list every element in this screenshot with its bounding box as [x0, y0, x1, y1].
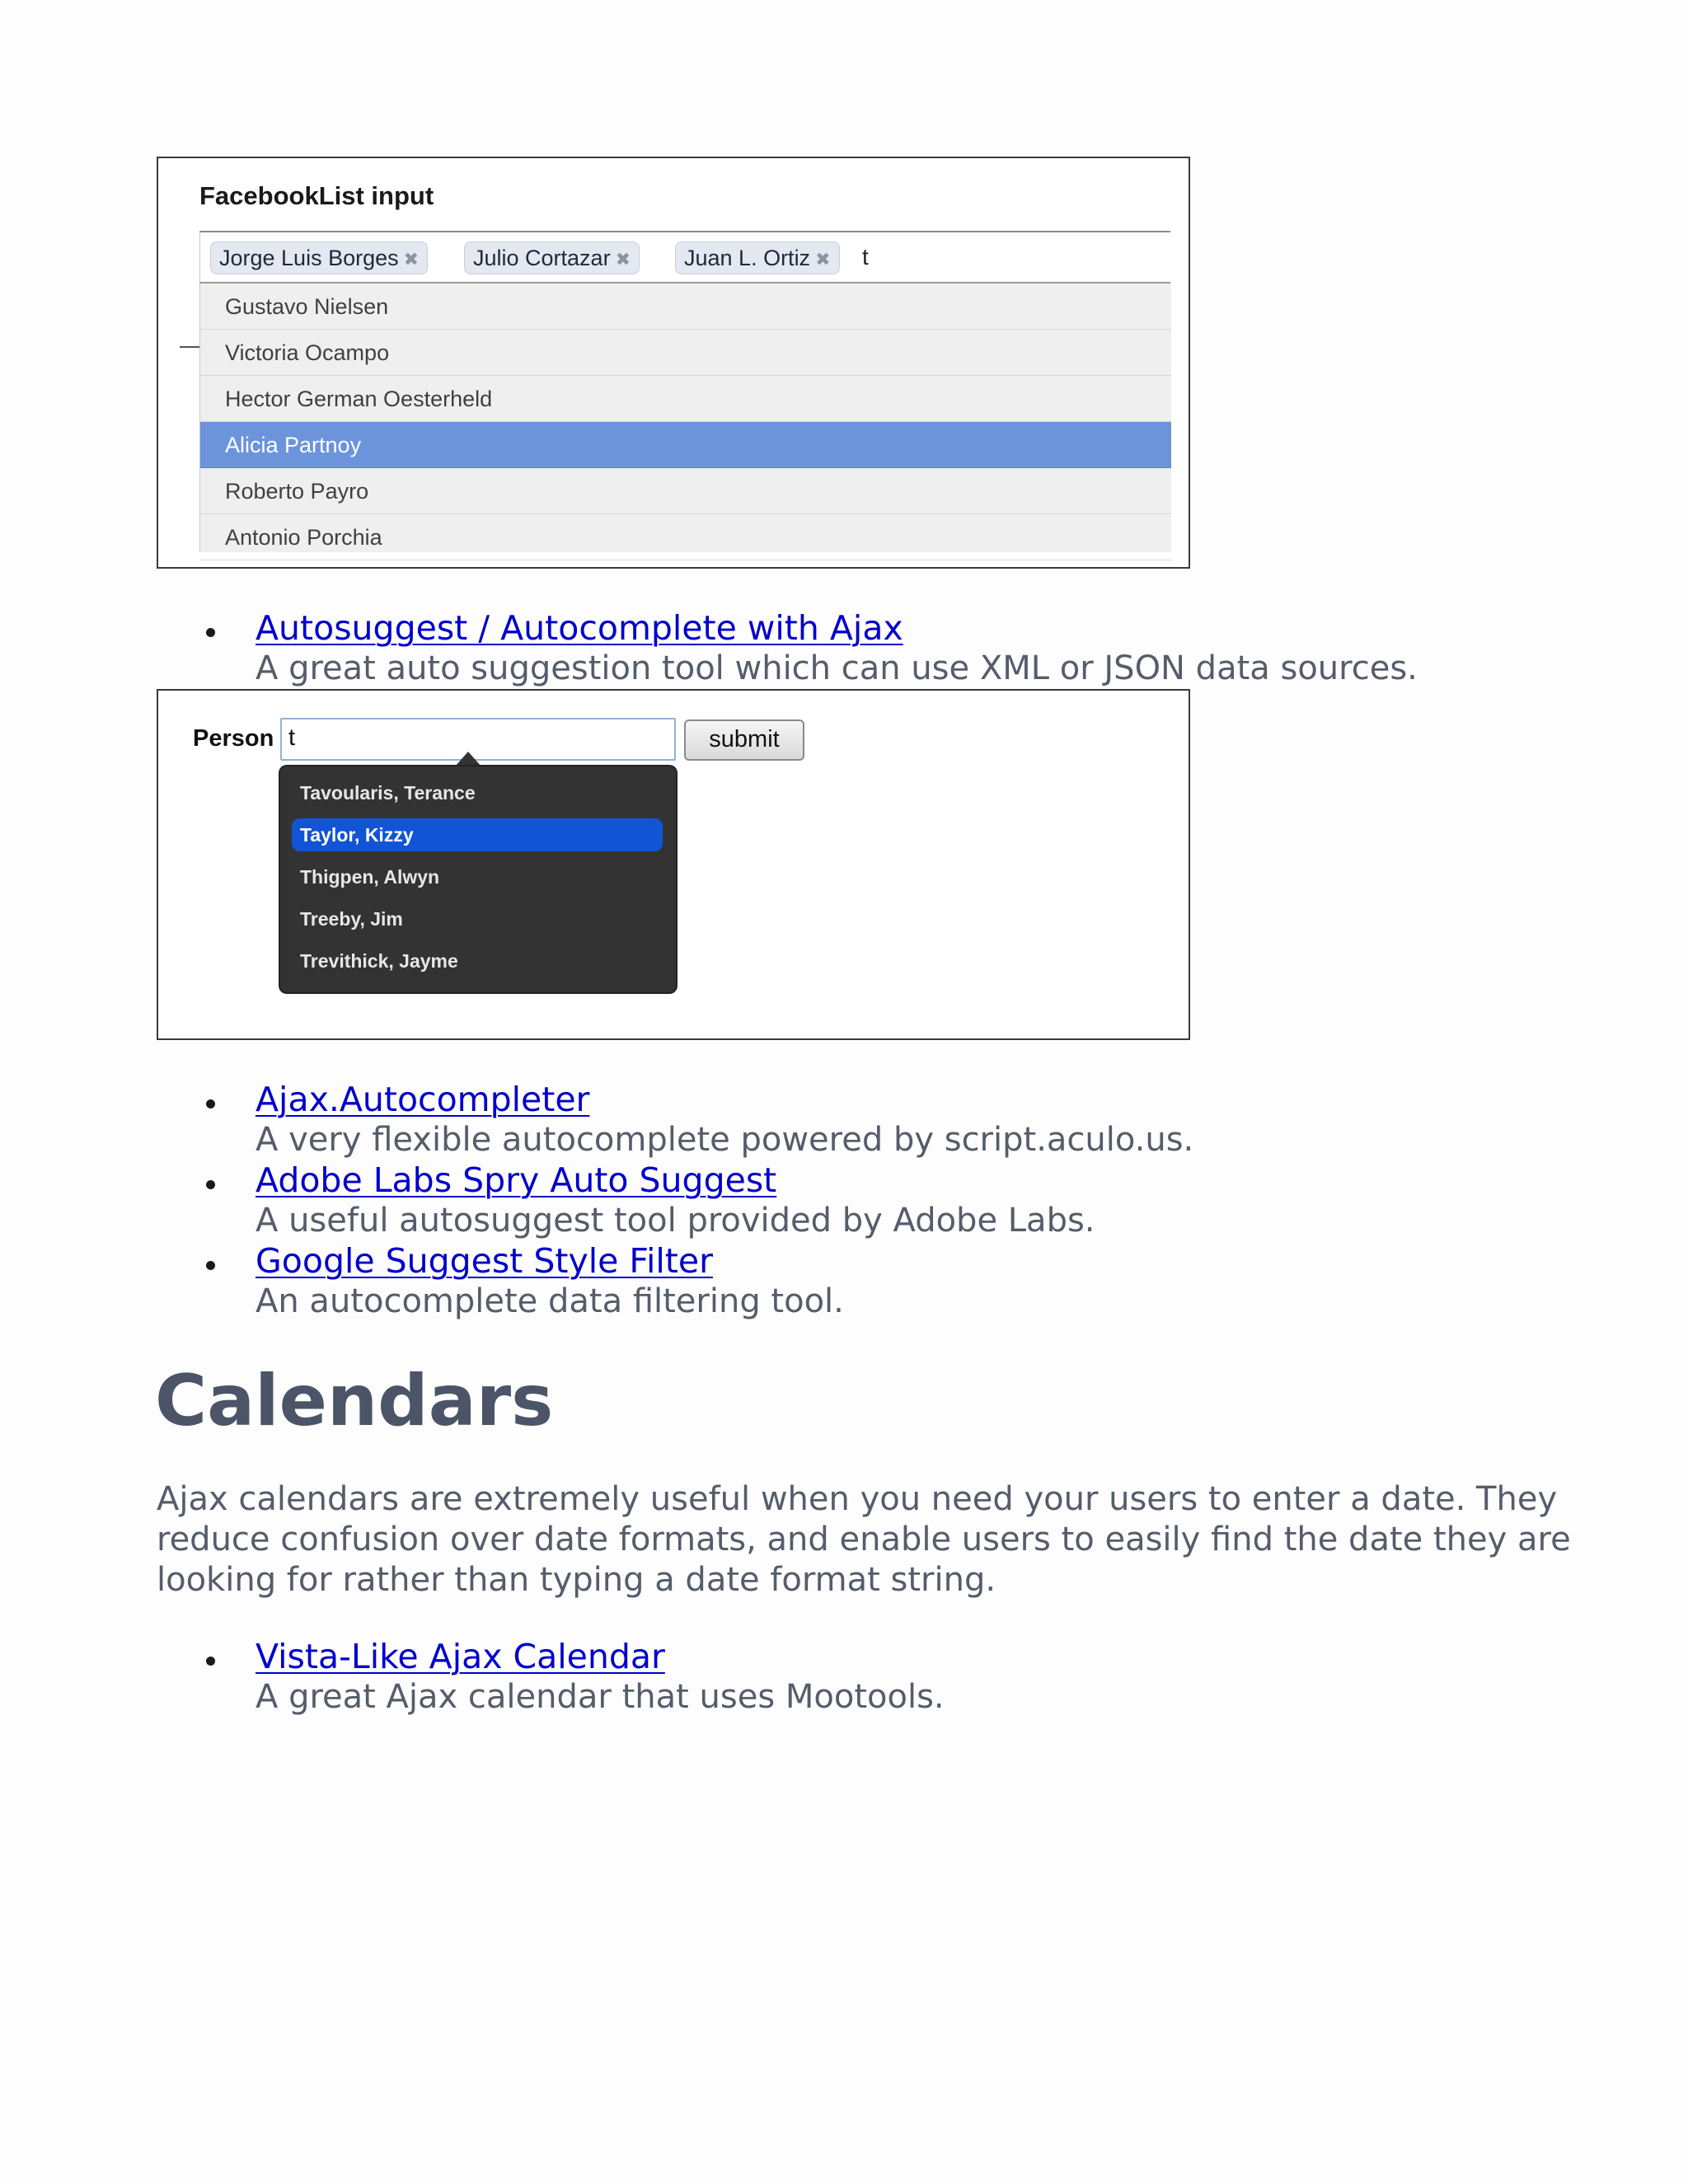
facebooklist-screenshot: [157, 157, 1190, 569]
remove-icon[interactable]: ✖: [615, 249, 631, 269]
submit-button[interactable]: submit: [684, 719, 804, 761]
item-description: A useful autosuggest tool provided by Adobe Labs.: [256, 1202, 1095, 1240]
token-chip[interactable]: [210, 241, 428, 274]
remove-icon[interactable]: ✖: [815, 249, 831, 269]
typed-text: t: [862, 244, 869, 269]
suggestion-option[interactable]: Trevithick, Jayme: [300, 950, 458, 972]
bullet: [206, 1099, 215, 1108]
item-description: A great Ajax calendar that uses Mootools.: [256, 1678, 945, 1716]
suggestion-item[interactable]: Roberto Payro: [200, 468, 1171, 514]
item-description: An autocomplete data filtering tool.: [256, 1282, 844, 1320]
item-description: A very flexible autocomplete powered by script.aculo.us.: [256, 1121, 1194, 1159]
suggestion-item[interactable]: Gustavo Nielsen: [200, 284, 1171, 330]
token-chip[interactable]: [675, 241, 840, 274]
dropdown-pointer-icon: [455, 752, 481, 766]
suggestion-option[interactable]: Thigpen, Alwyn: [300, 866, 440, 888]
item-description: A great auto suggestion tool which can use XML or JSON data sources.: [256, 649, 1418, 687]
link-ajax-autocompleter[interactable]: Ajax.Autocompleter: [256, 1080, 590, 1119]
section-paragraph: Ajax calendars are extremely useful when you need your users to enter a date. They reduce confusion over date formats, and enable users to easily find the date they are looking for rather than typing a date format string.: [157, 1480, 1571, 1599]
suggestion-option[interactable]: Tavoularis, Terance: [300, 782, 476, 804]
suggestion-item[interactable]: Victoria Ocampo: [200, 330, 1171, 376]
token-label: Jorge Luis Borges: [219, 246, 399, 270]
suggestion-option[interactable]: Treeby, Jim: [300, 908, 403, 930]
suggestion-item[interactable]: Hector German Oesterheld: [200, 376, 1171, 422]
bullet: [206, 1657, 215, 1666]
suggestion-option-selected[interactable]: Taylor, Kizzy: [292, 818, 663, 851]
link-google-suggest[interactable]: Google Suggest Style Filter: [256, 1241, 713, 1281]
facebooklist-input[interactable]: [199, 231, 1170, 284]
link-vista-calendar[interactable]: Vista-Like Ajax Calendar: [256, 1637, 665, 1676]
autosuggest-screenshot: [157, 689, 1190, 1040]
divider-tick: [180, 346, 201, 348]
token-chip[interactable]: [464, 241, 640, 274]
bullet: [206, 1180, 215, 1189]
suggestion-item[interactable]: Antonio Porchia: [200, 514, 1171, 560]
token-label: Julio Cortazar: [473, 246, 611, 270]
facebooklist-title: FacebookList input: [199, 181, 434, 210]
bullet: [206, 1261, 215, 1270]
suggestion-dropdown: [280, 766, 676, 992]
suggestion-item-selected[interactable]: Alicia Partnoy: [200, 422, 1171, 468]
input-value: t: [288, 724, 296, 751]
token-label: Juan L. Ortiz: [684, 246, 811, 270]
facebooklist-suggestions: [199, 284, 1171, 552]
section-heading: Calendars: [155, 1360, 554, 1442]
link-autosuggest[interactable]: Autosuggest / Autocomplete with Ajax: [256, 608, 903, 648]
link-adobe-spry[interactable]: Adobe Labs Spry Auto Suggest: [256, 1160, 777, 1200]
bullet: [206, 628, 215, 637]
remove-icon[interactable]: ✖: [403, 249, 420, 269]
person-label: Person: [193, 725, 274, 752]
